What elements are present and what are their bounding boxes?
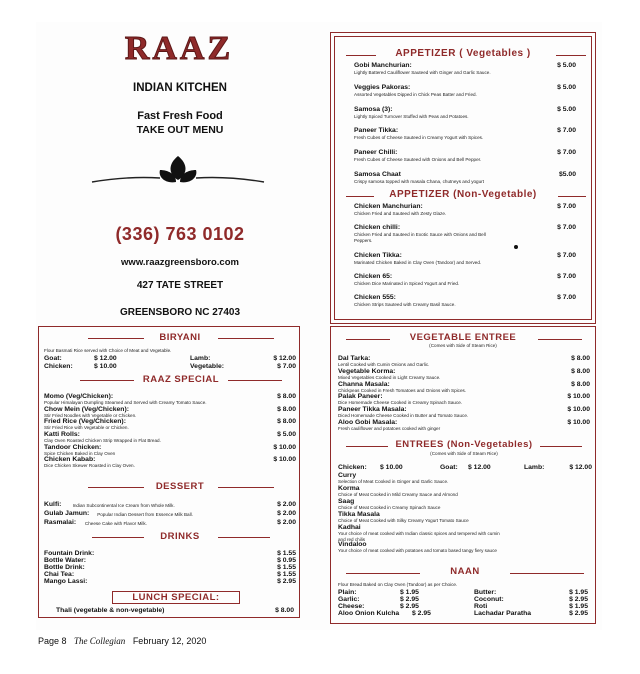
menu-item-price: $ 0.95 [277,557,296,564]
menu-item-desc: Choice of Meat Cooked with Silky Creamy Yogurt Tomato Sauce [338,518,469,523]
biryani-veg: Vegetable: [190,363,224,370]
menu-item-name: Kulfi: [44,501,62,508]
menu-item-price: $ 2.00 [277,519,296,526]
divider [558,196,586,197]
menu-item-price: $ 8.00 [571,355,590,362]
menu-item-name: Fried Rice (Veg/Chicken): [44,418,126,425]
menu-item-name: Cheese: [338,603,365,610]
menu-item-price: $ 7.00 [557,203,576,210]
menu-item-desc: Your choice of meat cooked with potatoes and tomato based tangy fiery sauce [338,548,497,553]
menu-type: TAKE OUT MENU [136,124,224,136]
menu-item-name: Veggies Pakoras: [354,84,411,91]
biryani-chicken: Chicken: [44,363,73,370]
menu-item-price: $ 2.95 [412,610,431,617]
menu-item-desc: Selection of Meat Cooked in Ginger and Garlic Sauce. [338,479,449,484]
menu-item-desc: Mixed Vegetables Cooked in Light Creamy Sauce. [338,374,441,380]
restaurant-logo: RAAZ [124,30,234,67]
menu-item-name: Chicken Kabab: [44,456,96,463]
menu-item-price: $ 7.00 [557,273,576,280]
menu-item-desc: Your choice of meat cooked with Indian classic spices and tempered with cumin [338,531,500,536]
menu-item-price: $ 5.00 [277,430,296,438]
menu-item-desc: Crispy samosa topped with masala Chana, chutneys and yogurt [354,179,484,184]
menu-item-name: Garlic: [338,596,360,603]
menu-item-price: $ 5.00 [557,106,576,113]
menu-item-desc: and red chilis [338,537,366,542]
menu-item-price: $ 8.00 [277,405,296,413]
menu-item-desc: Lightly Spiced Turnover Stuffed with Peas and Potatoes. [354,114,469,119]
menu-item-desc: Stir Fried Noodles with Vegetable or Chicken. [44,412,137,418]
menu-item-price: $ 1.95 [569,589,588,596]
divider [510,573,584,574]
publish-date: February 12, 2020 [132,636,207,646]
menu-item-price: $ 1.95 [400,589,419,596]
menu-item-desc: Choice of Meat Cooked in Mild Creamy Sauce and Almond [338,492,458,497]
menu-item-name: Samosa Chaat [354,171,401,178]
entree-lamb: Lamb: [524,464,545,471]
menu-item-name: Dal Tarka: [338,355,371,362]
menu-item-name: Channa Masala: [338,380,390,388]
menu-item-name: Saag [338,498,355,505]
lunch-special-heading: LUNCH SPECIAL: [112,591,240,604]
menu-item-name: Lachadar Paratha [474,610,532,617]
menu-item-price: $ 5.00 [557,84,576,91]
menu-item-name: Mango Lassi: [44,578,88,585]
footer [38,636,206,646]
menu-item-price: $5.00 [558,171,576,178]
menu-item-desc: Fresh Cubes of Cheese Sauteed with Onions and Bell Pepper. [354,157,482,162]
entree-lamb-price: $ 12.00 [569,464,592,471]
menu-item-price: $ 7.00 [557,224,576,231]
menu-item-name: Momo (Veg/Chicken): [44,393,114,400]
menu-item-desc: Popular Himalayan Dumpling Steamed and Served with Creamy Tomato Sauce. [44,400,207,405]
divider [88,338,144,339]
menu-item-name: Bottle Drink: [44,564,85,571]
divider [346,446,388,447]
menu-item-desc: Chicken Strips Sauteed with Creamy Basil Sauce. [354,302,456,307]
menu-item-name: Chicken Manchurian: [354,203,423,210]
menu-item-name: Butter: [474,589,497,596]
menu-item-desc: Lentil Cooked with Cumin Onions and Garlic. [338,362,430,367]
menu-item-desc: Fresh Cubes of Cheese Sauteed in Creamy Yogurt with Spices. [354,135,484,140]
menu-item-price: $ 10.00 [567,419,590,426]
biryani-heading: BIRYANI [159,332,201,343]
menu-item-name: Plain: [338,589,357,596]
menu-item-desc: Dice Homemade Cheese Cooked in Creamy Spinach Sauce. [338,400,463,406]
menu-item-price: $ 10.00 [567,393,590,401]
menu-item-price: $ 10.00 [567,406,590,414]
menu-item-price: $ 7.00 [557,127,576,134]
biryani-goat-price: $ 12.00 [94,355,117,362]
menu-item-name: Chow Mein (Veg/Chicken): [44,405,129,413]
menu-item-desc: Stir Fried Rice with Vegetable or Chicken. [44,425,129,430]
menu-item-price: $ 5.00 [557,62,576,69]
menu-item-desc: Indian Subcontinental Ice Cream from Whole Milk. [72,502,175,508]
menu-item-name: Tandoor Chicken: [44,443,102,451]
menu-item-desc: Lightly Battered Cauliflower Sauteed with Ginger and Garlic Sauce. [354,70,491,75]
divider [218,487,274,488]
menu-item-price: $ 2.95 [400,603,419,610]
menu-item-name: Aloo Onion Kulcha [338,610,400,617]
city-address: GREENSBORO NC 27403 [119,307,241,318]
bullet-dot [514,245,518,249]
naan-desc: Flour Bread Baked on Clay Oven (Tandoor) as per Choice. [338,582,458,587]
menu-item-name: Fountain Drink: [44,550,95,557]
phone-number: (336) 763 0102 [115,224,245,244]
menu-item-desc: Chicken Dice Marinated in Spiced Yogurt and Fried. [354,281,460,286]
menu-item-name: Roti [474,603,488,610]
menu-item-desc: Chicken Fried and Sauteed in Exotic Sauce with Onions and Bell [354,232,486,237]
menu-item-price: $ 2.95 [569,610,588,617]
menu-item-name: Paneer Chilli: [354,149,398,156]
raaz-special-heading: RAAZ SPECIAL [142,374,220,385]
menu-item-price: $ 1.55 [277,550,296,557]
menu-item-price: $ 1.95 [569,603,588,610]
drinks-heading: DRINKS [160,531,200,542]
menu-item-price: $ 2.00 [277,510,296,517]
restaurant-subtitle: INDIAN KITCHEN [133,82,227,94]
menu-item-price: $ 10.00 [273,456,296,463]
divider [540,446,582,447]
menu-item-price: $ 1.55 [277,571,296,578]
menu-item-price: $ 8.00 [571,367,590,375]
entrees-nonveg-sub: (Comes with Side of Steam Rice) [430,451,498,456]
tagline: Fast Fresh Food [137,110,223,122]
naan-heading: NAAN [450,566,480,577]
menu-item-price: $ 1.55 [277,564,296,571]
menu-item-desc: Spice Chicken Baked in Clay Oven [44,450,116,456]
biryani-goat: Goat: [44,355,62,362]
menu-item-price: $ 7.00 [557,252,576,259]
menu-item-price: $ 7.00 [557,149,576,156]
menu-item-name: Palak Paneer: [338,393,383,401]
menu-item-desc: Cheese Cake with Flavor Milk. [84,520,147,526]
menu-item-name: Tikka Masala [338,511,380,518]
divider [92,537,144,538]
lunch-price: $ 8.00 [275,607,294,614]
menu-item-name: Vegetable Korma: [338,367,396,375]
menu-item-desc: Peppers. [354,238,373,243]
divider [346,339,390,340]
menu-item-name: Chicken 65: [354,273,393,280]
menu-item-name: Chicken chilli: [354,224,401,231]
menu-item-name: Korma [338,485,360,492]
menu-item-name: Curry [338,472,357,479]
menu-item-desc: Fresh cauliflower and potatoes cooked with ginger [338,426,441,431]
menu-item-desc: Clay Oven Roasted Chicken Strip Wrapped in Flat Bread. [44,437,161,443]
street-address: 427 TATE STREET [136,280,224,291]
biryani-chicken-price: $ 10.00 [94,363,117,370]
menu-item-desc: Chicken Fried and Sauteed with Zesty Glaze. [354,211,447,216]
menu-item-desc: Marinated Chicken Baked in Clay Oven (Tandoor) and Served. [354,260,482,265]
menu-item-name: Aloo Gobi Masala: [338,419,398,426]
menu-item-desc: Popular Indian Dessert from Essence Milk Ball. [97,511,193,517]
menu-item-desc: Assorted Vegetables Dipped in Chick Peas Batter and Fried. [354,92,477,97]
menu-item-price: $ 10.00 [273,443,296,451]
divider [228,380,282,381]
menu-item-price: $ 7.00 [557,294,576,301]
menu-item-desc: Choice of Meat Cooked in Creamy Spinach Sauce [338,505,441,510]
veg-entree-heading: VEGETABLE ENTREE [409,332,517,343]
dessert-heading: DESSERT [155,481,205,492]
divider [88,487,144,488]
newspaper-name: The Collegian [74,636,126,646]
menu-item-name: Paneer Tikka Masala: [338,406,407,414]
veg-entree-sub: (Comes with Side of Steam Rice) [429,343,497,348]
menu-item-name: Vindaloo [338,541,367,548]
divider [556,55,586,56]
biryani-lamb-price: $ 12.00 [273,355,296,362]
menu-item-name: Chicken 555: [354,294,396,301]
menu-item-price: $ 2.95 [277,578,296,585]
menu-item-name: Gobi Manchurian: [354,62,412,69]
menu-item-name: Samosa (3): [354,106,393,113]
divider [538,339,582,340]
divider [346,573,420,574]
menu-item-desc: Diced Homemade Cheese Cooked in Butter and Tomato Sauce. [338,413,469,419]
menu-item-name: Coconut: [474,596,504,603]
biryani-veg-price: $ 7.00 [277,363,296,370]
appetizer-veg-heading: APPETIZER ( Vegetables ) [395,48,531,59]
menu-item-name: Katti Rolls: [44,430,80,438]
menu-item-name: Rasmalai: [44,519,77,526]
menu-item-price: $ 8.00 [277,418,296,425]
menu-item-desc: Dice Chicken Skewer Roasted in Clay Oven. [44,463,135,468]
menu-item-name: Bottle Water: [44,557,87,564]
website: www.raazgreensboro.com [121,257,239,268]
menu-item-name: Gulab Jamun: [44,510,90,517]
entrees-nonveg-heading: ENTREES (Non-Vegetables) [395,439,533,450]
entree-chicken: Chicken: [338,464,367,471]
entree-goat-price: $ 12.00 [468,464,491,471]
menu-item-price: $ 8.00 [571,380,590,388]
menu-item-price: $ 8.00 [277,393,296,400]
menu-item-price: $ 2.00 [277,501,296,508]
menu-item-name: Kadhai [338,524,361,531]
menu-item-name: Chai Tea: [44,571,75,578]
entree-goat: Goat: [440,464,458,471]
menu-item-price: $ 2.95 [569,596,588,603]
biryani-desc: Flour Basmati Rice served with Choice of Meat and Vegetable. [44,348,172,353]
divider [218,338,274,339]
lunch-item: Thali (vegetable & non-vegetable) [56,607,165,614]
divider [218,537,270,538]
appetizer-nonveg-heading: APPETIZER (Non-Vegetable) [389,189,537,200]
menu-item-name: Paneer Tikka: [354,127,399,134]
leaf-ornament-icon [88,150,268,190]
entree-chicken-price: $ 10.00 [380,464,403,471]
menu-item-name: Chicken Tikka: [354,252,402,259]
menu-item-desc: Chickpeas Cooked in Fresh Tomatoes and Onions with Spices. [338,387,467,393]
menu-item-price: $ 2.95 [400,596,419,603]
biryani-lamb: Lamb: [190,355,211,362]
page-number: Page 8 [38,636,67,646]
